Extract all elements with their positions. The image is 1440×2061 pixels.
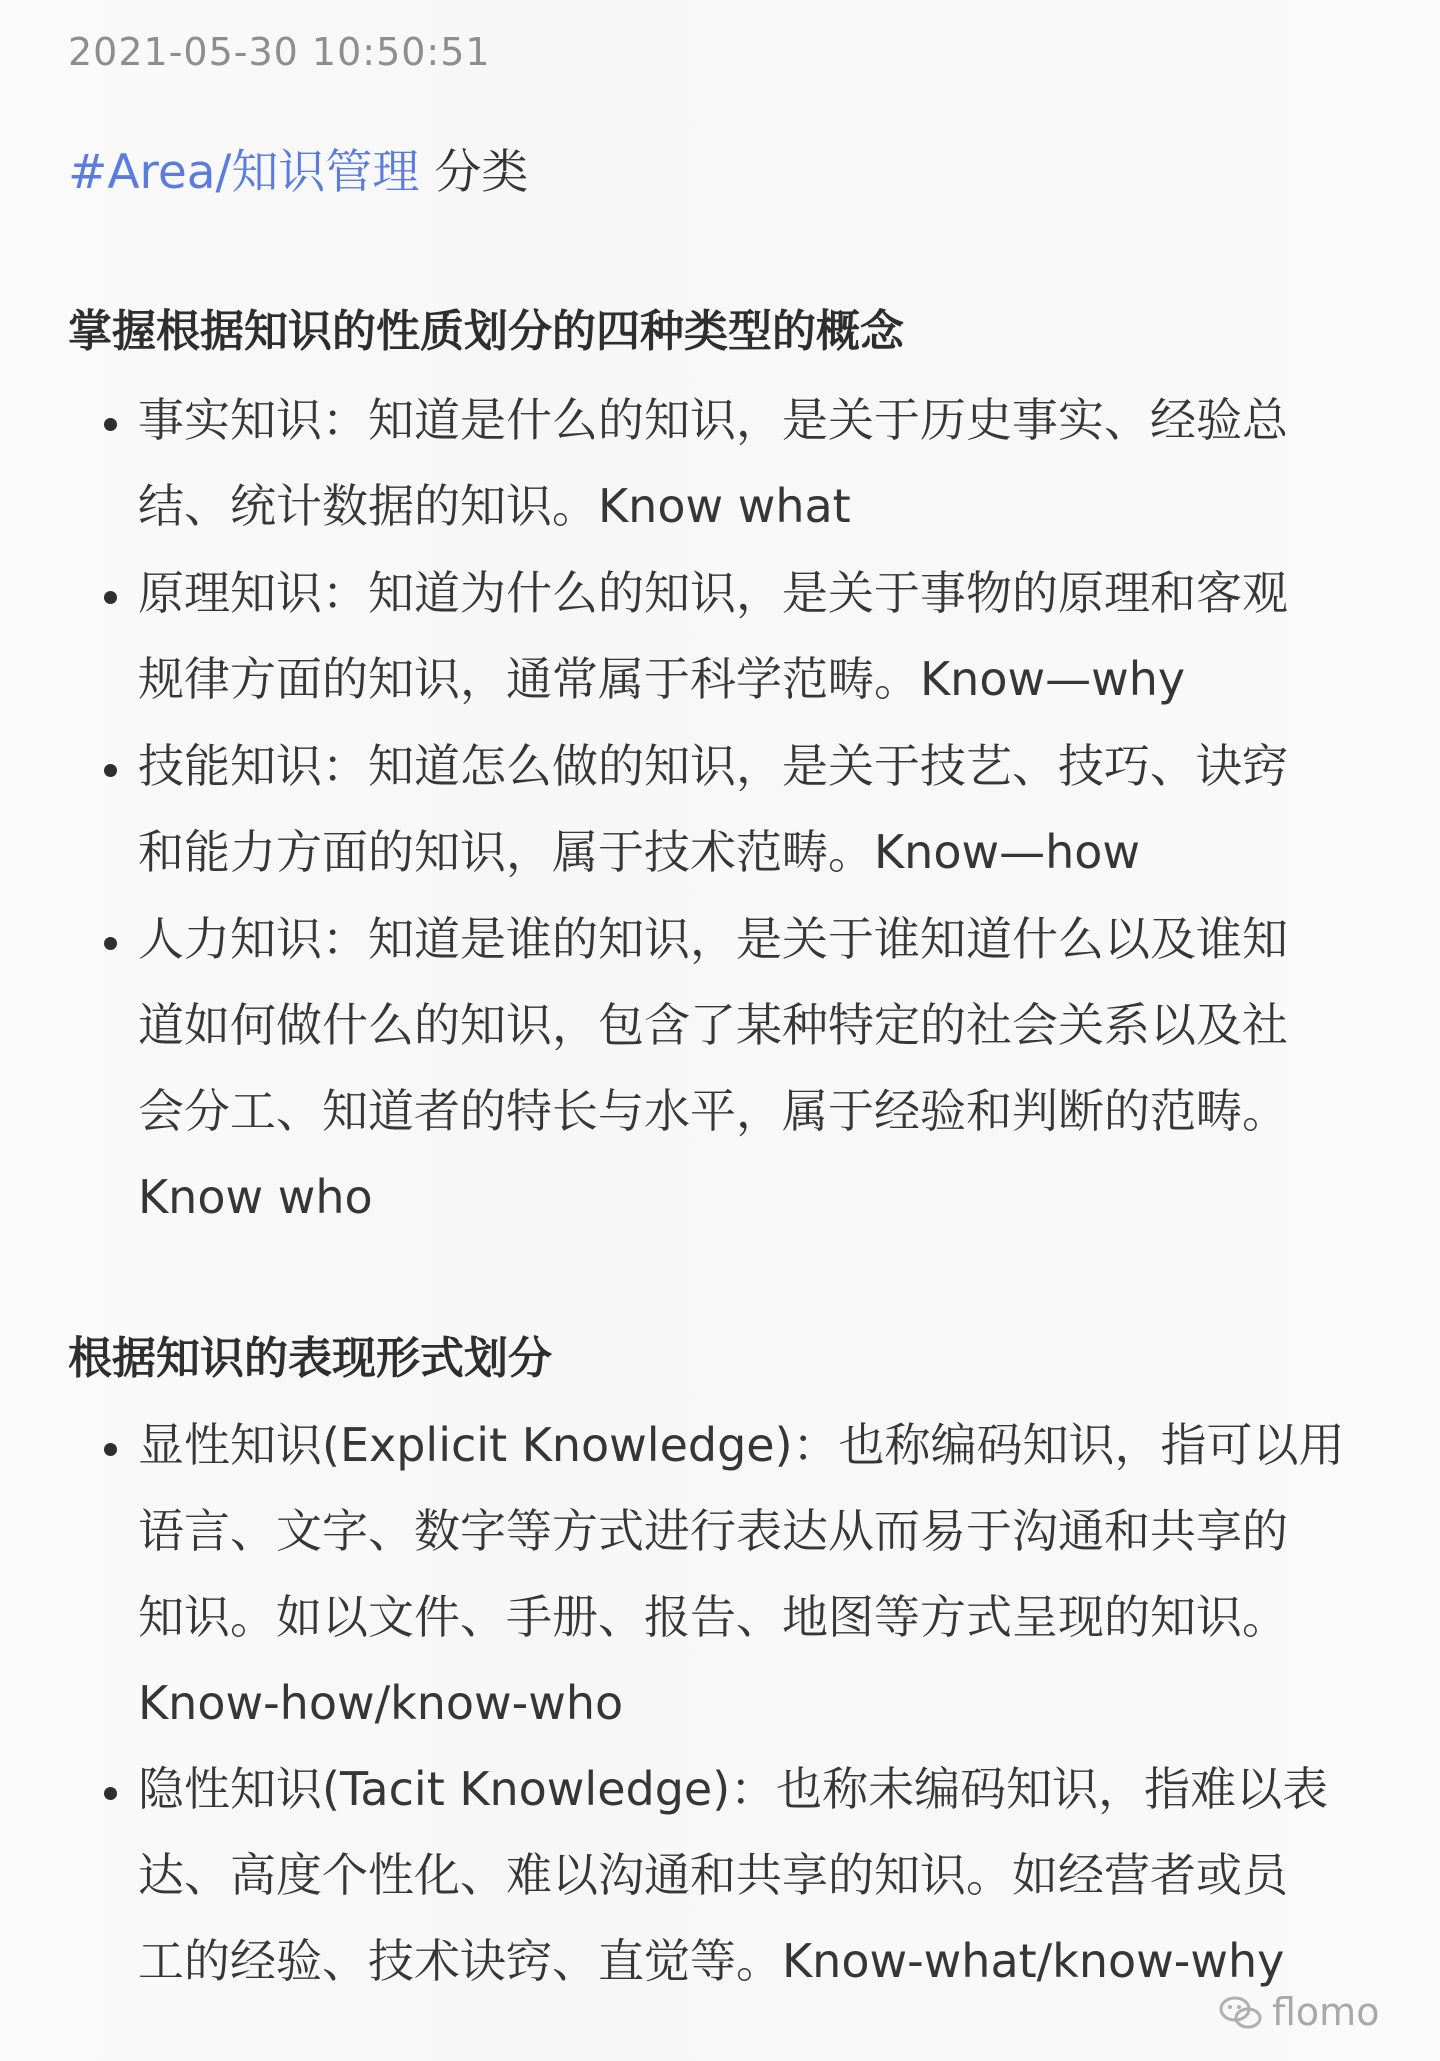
list-item-line: 原理知识：知道为什么的知识，是关于事物的原理和客观	[138, 566, 1288, 620]
list-item-line: 道如何做什么的知识，包含了某种特定的社会关系以及社	[138, 998, 1288, 1052]
list-item-line: 人力知识：知道是谁的知识，是关于谁知道什么以及谁知	[138, 912, 1288, 966]
bullet-dot	[104, 1443, 117, 1456]
list-item-line: Know-how/know-who	[138, 1676, 624, 1730]
list-item-line: 会分工、知道者的特长与水平，属于经验和判断的范畴。	[138, 1084, 1288, 1138]
section-heading: 根据知识的表现形式划分	[68, 1333, 552, 1384]
list-item-line: 隐性知识(Tacit Knowledge)：也称未编码知识，指难以表	[138, 1762, 1329, 1816]
list-item-line: Know who	[138, 1170, 373, 1224]
list-item-line: 语言、文字、数字等方式进行表达从而易于沟通和共享的	[138, 1504, 1288, 1558]
flomo-watermark	[1218, 1990, 1379, 2034]
bullet-dot	[104, 764, 117, 777]
bullet-dot	[104, 1787, 117, 1800]
bullet-dot	[104, 418, 117, 431]
wechat-icon	[1218, 1995, 1264, 2031]
tag-link[interactable]: #Area/知识管理	[68, 145, 420, 200]
list-item-line: 规律方面的知识，通常属于科学范畴。Know—why	[138, 652, 1186, 706]
list-item-line: 工的经验、技术诀窍、直觉等。Know-what/know-why	[138, 1934, 1285, 1988]
list-item-line: 知识。如以文件、手册、报告、地图等方式呈现的知识。	[138, 1590, 1288, 1644]
bullet-dot	[104, 591, 117, 604]
section-heading: 掌握根据知识的性质划分的四种类型的概念	[68, 306, 904, 357]
list-item-line: 达、高度个性化、难以沟通和共享的知识。如经营者或员	[138, 1848, 1288, 1902]
bullet-dot	[104, 937, 117, 950]
list-item-line: 结、统计数据的知识。Know what	[138, 479, 851, 533]
memo-timestamp: 2021-05-30 10:50:51	[68, 30, 491, 74]
memo-tag-line	[68, 135, 528, 202]
list-item-line: 技能知识：知道怎么做的知识，是关于技艺、技巧、诀窍	[138, 739, 1288, 793]
list-item-line: 事实知识：知道是什么的知识，是关于历史事实、经验总	[138, 393, 1288, 447]
watermark-text: flomo	[1272, 1990, 1380, 2034]
tag-suffix-text: 分类	[419, 145, 529, 200]
list-item-line: 显性知识(Explicit Knowledge)：也称编码知识，指可以用	[138, 1418, 1345, 1472]
list-item-line: 和能力方面的知识，属于技术范畴。Know—how	[138, 825, 1141, 879]
